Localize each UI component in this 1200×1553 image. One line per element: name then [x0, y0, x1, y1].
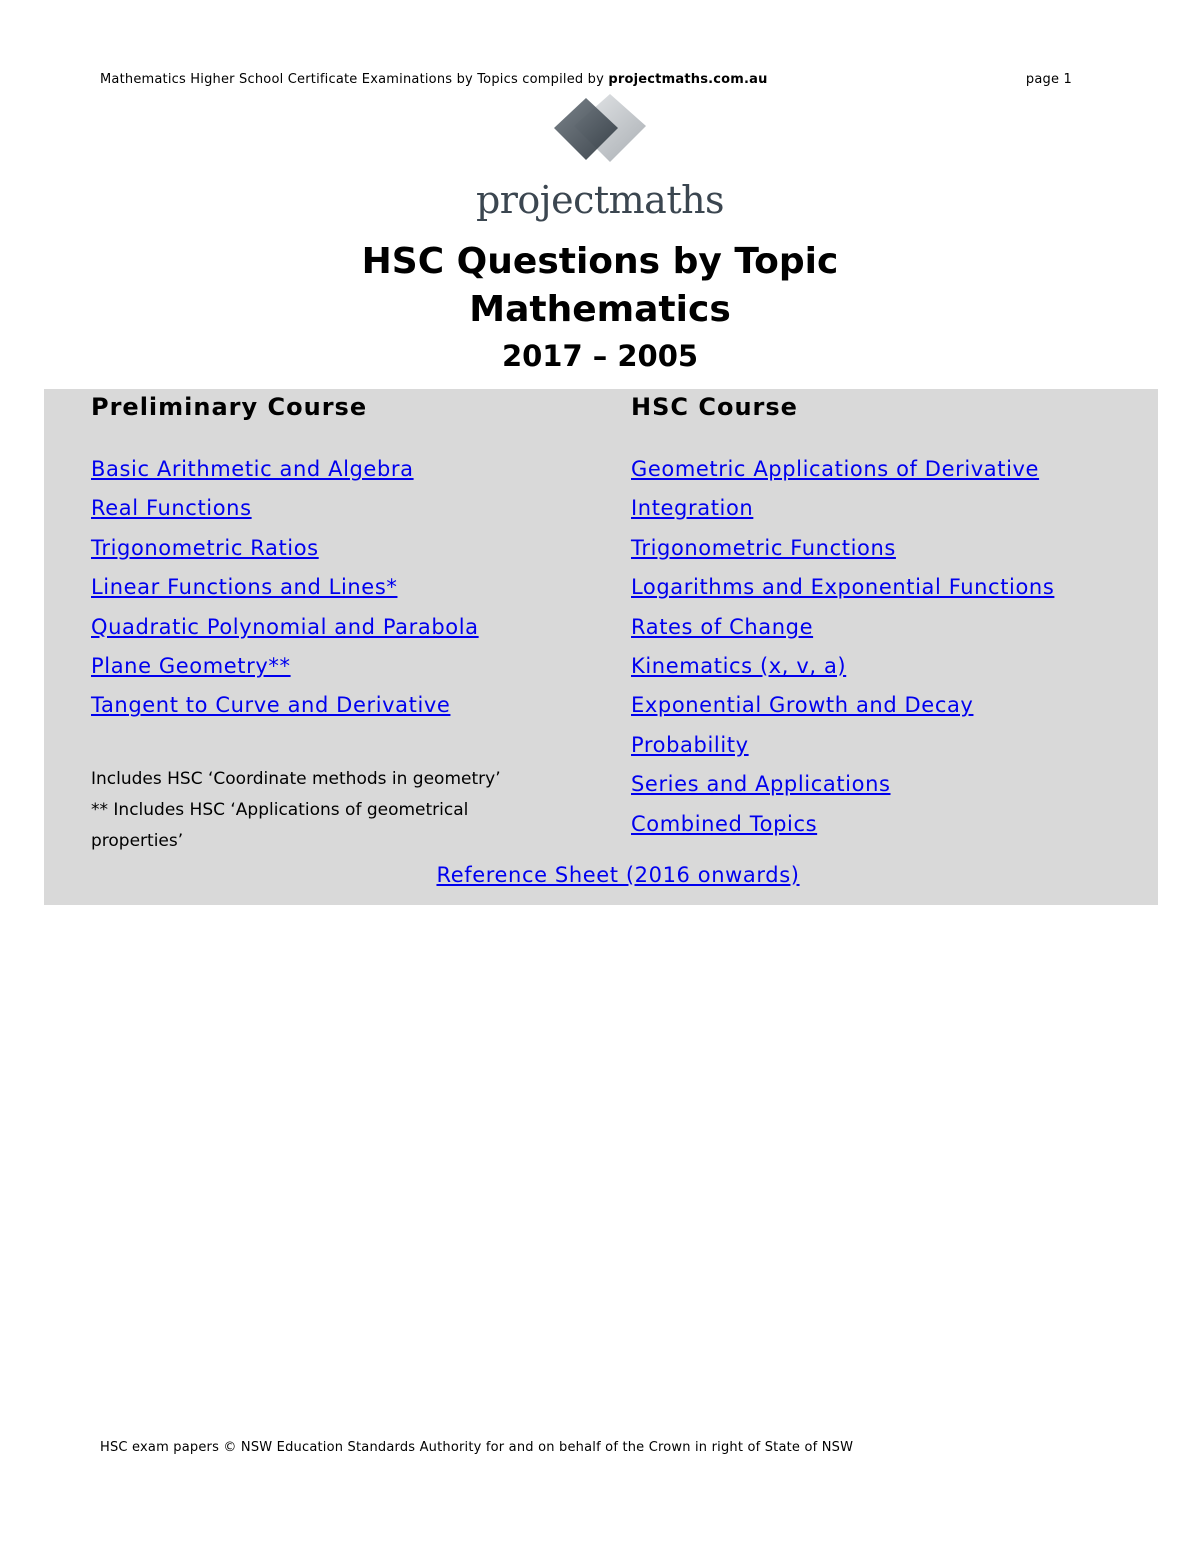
list-item	[631, 689, 1054, 728]
list-item	[91, 650, 479, 689]
topic-link-trigonometric-functions[interactable]: Trigonometric Functions	[631, 535, 896, 560]
topic-link-real-functions[interactable]: Real Functions	[91, 496, 252, 521]
list-item	[91, 453, 479, 492]
hsc-heading: HSC Course	[631, 393, 798, 421]
header-text	[100, 72, 768, 87]
list-item	[631, 492, 1054, 531]
topic-link-integration[interactable]: Integration	[631, 496, 754, 521]
footnote-2: ** Includes HSC ‘Applications of geometrical properties’	[91, 800, 469, 851]
list-item	[631, 808, 1054, 847]
header-site: projectmaths.com.au	[608, 72, 768, 87]
page-footer: HSC exam papers © NSW Education Standards Authority for and on behalf of the Crown in right of State of NSW	[100, 1440, 854, 1455]
title-years: 2017 – 2005	[501, 339, 699, 373]
reference-sheet-row	[44, 863, 1192, 887]
topics-panel	[44, 389, 1158, 905]
title-line-2: Mathematics	[469, 289, 731, 330]
hsc-topic-list	[631, 453, 1054, 847]
list-item	[631, 768, 1054, 807]
list-item	[631, 611, 1054, 650]
topic-link-tangent-to-curve[interactable]: Tangent to Curve and Derivative	[91, 693, 451, 718]
topic-link-geometric-applications[interactable]: Geometric Applications of Derivative	[631, 457, 1040, 481]
document-title	[0, 238, 1200, 378]
list-item	[91, 492, 479, 531]
topic-link-kinematics[interactable]: Kinematics (x, v, a)	[631, 653, 847, 678]
topic-link-basic-arithmetic[interactable]: Basic Arithmetic and Algebra	[91, 457, 414, 481]
list-item	[91, 689, 479, 728]
list-item	[91, 611, 479, 650]
list-item	[631, 453, 1054, 492]
topic-link-quadratic-polynomial[interactable]: Quadratic Polynomial and Parabola	[91, 614, 479, 639]
list-item	[631, 571, 1054, 610]
list-item	[631, 532, 1054, 571]
topic-link-combined-topics[interactable]: Combined Topics	[631, 811, 818, 836]
list-item	[631, 650, 1054, 689]
list-item	[91, 571, 479, 610]
header-left-text: Mathematics Higher School Certificate Examinations by Topics compiled by	[100, 72, 609, 87]
topic-link-plane-geometry[interactable]: Plane Geometry**	[91, 653, 291, 678]
page-number: page 1	[1025, 72, 1072, 87]
preliminary-heading: Preliminary Course	[91, 393, 368, 421]
reference-sheet-link[interactable]: Reference Sheet (2016 onwards)	[436, 863, 800, 887]
list-item	[91, 532, 479, 571]
preliminary-topic-list	[91, 453, 479, 729]
footnote-1: Includes HSC ‘Coordinate methods in geometry’	[91, 769, 501, 789]
topic-link-rates-of-change[interactable]: Rates of Change	[631, 614, 814, 639]
topic-link-trigonometric-ratios[interactable]: Trigonometric Ratios	[91, 535, 319, 560]
footnotes	[91, 764, 521, 857]
topic-link-exponential-growth[interactable]: Exponential Growth and Decay	[631, 693, 974, 718]
topic-link-probability[interactable]: Probability	[631, 732, 749, 757]
list-item	[631, 729, 1054, 768]
topic-link-logarithms[interactable]: Logarithms and Exponential Functions	[631, 575, 1055, 600]
projectmaths-logo-icon	[548, 90, 652, 170]
title-line-1: HSC Questions by Topic	[361, 241, 839, 282]
logo-wordmark: projectmaths	[475, 178, 725, 222]
topic-link-linear-functions[interactable]: Linear Functions and Lines*	[91, 575, 398, 600]
topic-link-series[interactable]: Series and Applications	[631, 772, 891, 797]
